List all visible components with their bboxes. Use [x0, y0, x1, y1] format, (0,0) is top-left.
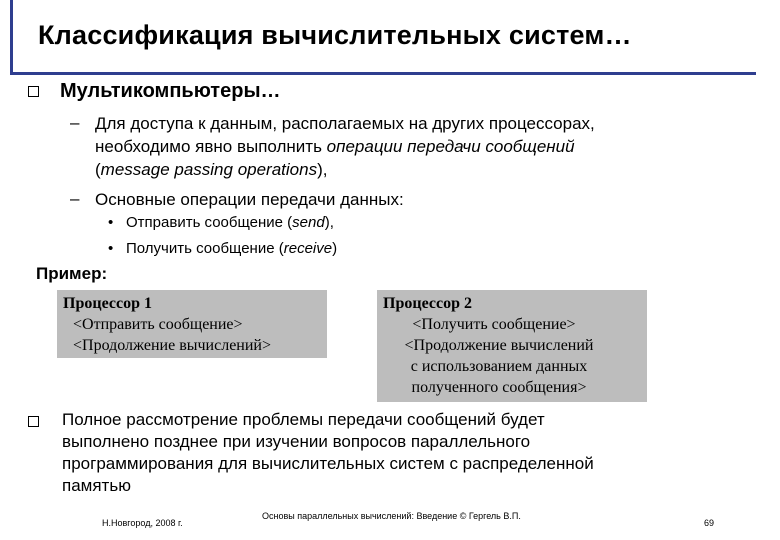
- processor-2-line: <Продолжение вычислений: [404, 337, 594, 354]
- footer-course-title: Основы параллельных вычислений: Введение © Гергель В.П.: [262, 511, 521, 521]
- title-frame-bottom: [10, 72, 756, 75]
- closing-line: выполнено позднее при изучении вопросов параллельного: [62, 432, 531, 451]
- dot-bullet: •: [108, 214, 114, 231]
- sub-item-send: Отправить сообщение (send),: [126, 214, 334, 231]
- list-item-access-line2: необходимо явно выполнить операции передачи сообщений: [95, 137, 575, 156]
- processor-2-line: полученного сообщения>: [411, 379, 587, 396]
- processor-1-title: Процессор 1: [63, 295, 152, 312]
- processor-2-box: [377, 290, 647, 402]
- footer-location-date: Н.Новгород, 2008 г.: [102, 518, 183, 528]
- section-heading: Мультикомпьютеры…: [60, 80, 281, 102]
- closing-line: памятью: [62, 476, 131, 495]
- title-frame-left: [10, 0, 13, 74]
- footer-page-number: 69: [704, 518, 715, 528]
- processor-2-title: Процессор 2: [383, 295, 472, 312]
- dash-bullet: –: [70, 113, 80, 132]
- processor-1-line: <Продолжение вычислений>: [73, 337, 272, 354]
- sub-item-receive: Получить сообщение (receive): [126, 240, 338, 257]
- closing-paragraph: [62, 409, 742, 497]
- closing-line: программирования для вычислительных систем с распределенной: [62, 454, 594, 473]
- dot-bullet: •: [108, 240, 114, 257]
- square-bullet-icon: [28, 86, 39, 97]
- closing-line: Полное рассмотрение проблемы передачи сообщений будет: [62, 410, 545, 429]
- list-item-access-line1: Для доступа к данным, располагаемых на других процессорах,: [95, 114, 595, 133]
- processor-1-line: <Отправить сообщение>: [73, 316, 243, 333]
- list-item-access: [95, 112, 735, 181]
- slide-title: Классификация вычислительных систем…: [38, 20, 632, 50]
- list-item-operations: Основные операции передачи данных:: [95, 190, 404, 209]
- processor-2-line: <Получить сообщение>: [412, 316, 576, 333]
- dash-bullet: –: [70, 189, 80, 208]
- processor-1-box: [57, 290, 327, 358]
- square-bullet-icon: [28, 416, 39, 427]
- processor-2-line: с использованием данных: [410, 358, 588, 375]
- list-item-access-line3: (message passing operations),: [95, 160, 328, 179]
- example-label: Пример:: [36, 264, 108, 283]
